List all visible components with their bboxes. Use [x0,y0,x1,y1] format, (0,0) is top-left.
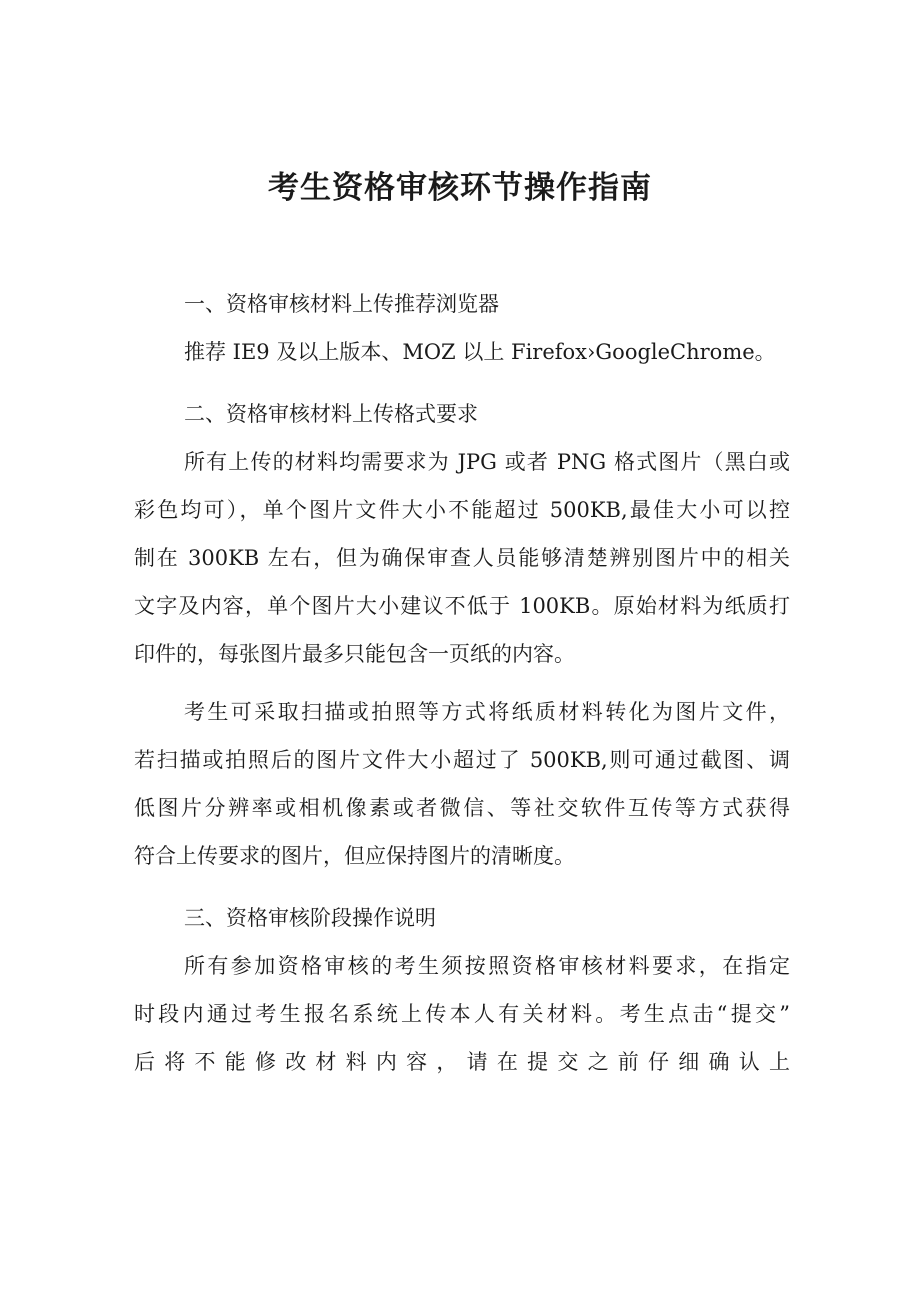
paragraph-line: 时段内通过考生报名系统上传本人有关材料。考生点击“提交” [134,1002,790,1026]
section-heading-operation: 三、资格审核阶段操作说明 [184,906,436,930]
paragraph-line: 彩色均可），单个图片文件大小不能超过 500KB,最佳大小可以控 [134,498,790,522]
section-heading-browsers: 一、资格审核材料上传推荐浏览器 [184,292,499,316]
section-heading-format: 二、资格审核材料上传格式要求 [184,402,478,426]
document-title: 考生资格审核环节操作指南 [268,170,652,206]
paragraph-browsers [134,328,790,376]
paragraph-operation [134,942,790,1086]
paragraph-line: 考生可采取扫描或拍照等方式将纸质材料转化为图片文件， [184,700,790,724]
paragraph-line: 符合上传要求的图片，但应保持图片的清晰度。 [134,844,575,868]
paragraph-format-requirements [134,438,790,678]
paragraph-line: 所有上传的材料均需要求为 JPG 或者 PNG 格式图片（黑白或 [184,450,790,474]
document-body [134,280,790,1086]
paragraph-line: 推荐 IE9 及以上版本、MOZ 以上 Firefox›GoogleChrome。 [184,340,776,364]
paragraph-line: 文字及内容，单个图片大小建议不低于 100KB。原始材料为纸质打 [134,594,790,618]
paragraph-scan-instructions [134,688,790,880]
paragraph-line: 制在 300KB 左右，但为确保审查人员能够清楚辨别图片中的相关 [134,546,790,570]
paragraph-line: 后将不能修改材料内容，请在提交之前仔细确认上 [134,1050,790,1074]
paragraph-line: 低图片分辨率或相机像素或者微信、等社交软件互传等方式获得 [134,796,790,820]
paragraph-line: 印件的，每张图片最多只能包含一页纸的内容。 [134,642,575,666]
paragraph-line: 若扫描或拍照后的图片文件大小超过了 500KB,则可通过截图、调 [134,748,790,772]
paragraph-line: 所有参加资格审核的考生须按照资格审核材料要求，在指定 [184,954,790,978]
